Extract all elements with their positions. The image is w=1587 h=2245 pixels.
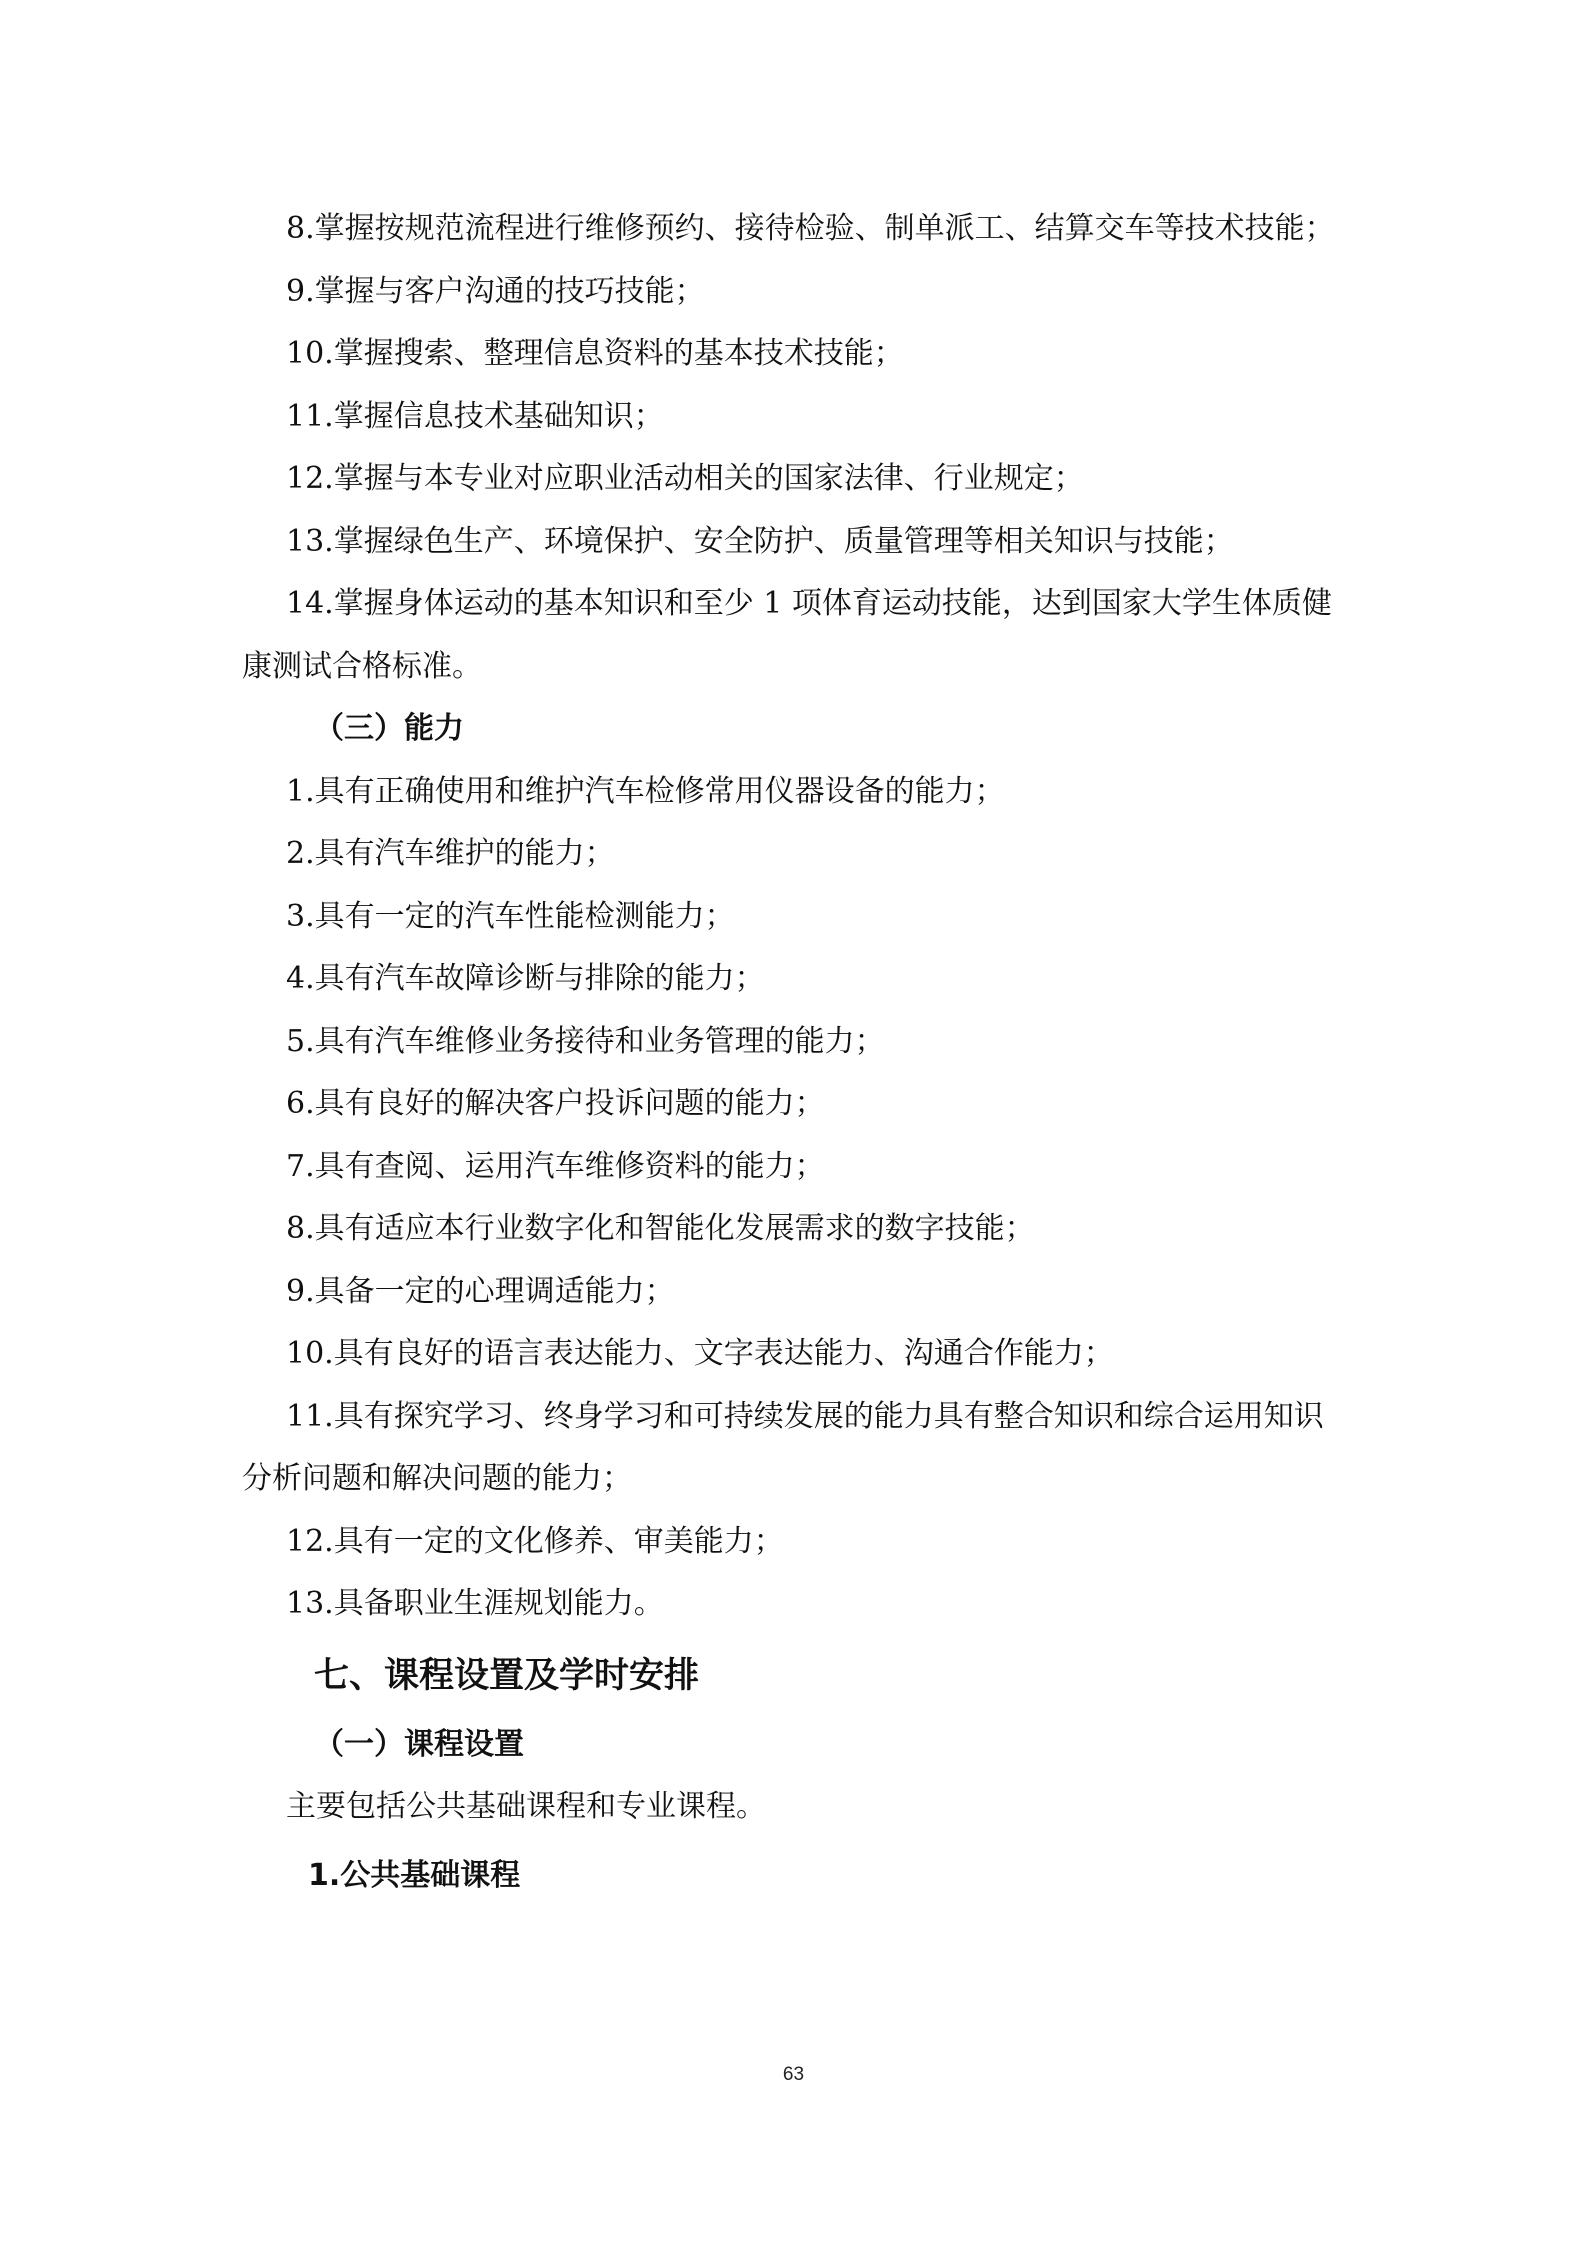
page-number: 63 xyxy=(782,2064,805,2085)
ability-item-2: 2.具有汽车维护的能力； xyxy=(286,836,615,871)
page-content xyxy=(242,198,1352,1907)
ability-item-8: 8.具有适应本行业数字化和智能化发展需求的数字技能； xyxy=(286,1211,1035,1246)
ability-item-5: 5.具有汽车维修业务接待和业务管理的能力； xyxy=(286,1023,885,1059)
ability-item-12: 12.具有一定的文化修养、审美能力； xyxy=(286,1523,784,1559)
skill-item-9: 9.掌握与客户沟通的技巧技能； xyxy=(286,273,705,309)
subsection-title: （一）课程设置 xyxy=(314,1726,524,1762)
subsubsection-title: 1.公共基础课程 xyxy=(308,1857,521,1893)
skill-item-12: 12.掌握与本专业对应职业活动相关的国家法律、行业规定； xyxy=(286,461,1084,496)
skill-item-10: 10.掌握搜索、整理信息资料的基本技术技能； xyxy=(286,336,904,371)
skill-item-13: 13.掌握绿色生产、环境保护、安全防护、质量管理等相关知识与技能； xyxy=(286,523,1234,559)
intro-text: 主要包括公共基础课程和专业课程。 xyxy=(286,1789,766,1824)
ability-item-4: 4.具有汽车故障诊断与排除的能力； xyxy=(286,961,765,996)
ability-item-11: 11.具有探究学习、终身学习和可持续发展的能力具有整合知识和综合运用知识分析问题和解决问题的能力； xyxy=(242,1398,1324,1496)
ability-heading: （三）能力 xyxy=(314,711,464,746)
ability-item-6: 6.具有良好的解决客户投诉问题的能力； xyxy=(286,1086,825,1121)
ability-item-13: 13.具备职业生涯规划能力。 xyxy=(286,1586,664,1621)
skill-item-8: 8.掌握按规范流程进行维修预约、接待检验、制单派工、结算交车等技术技能； xyxy=(286,211,1335,246)
section-title: 七、课程设置及学时安排 xyxy=(314,1655,700,1696)
ability-item-9: 9.具备一定的心理调适能力； xyxy=(286,1273,675,1309)
ability-item-3: 3.具有一定的汽车性能检测能力； xyxy=(286,898,735,934)
skill-item-11: 11.掌握信息技术基础知识； xyxy=(286,398,664,434)
ability-item-10: 10.具有良好的语言表达能力、文字表达能力、沟通合作能力； xyxy=(286,1336,1114,1371)
skill-item-14: 14.掌握身体运动的基本知识和至少 1 项体育运动技能，达到国家大学生体质健康测试合格标准。 xyxy=(242,586,1332,684)
ability-item-7: 7.具有查阅、运用汽车维修资料的能力； xyxy=(286,1148,825,1184)
ability-item-1: 1.具有正确使用和维护汽车检修常用仪器设备的能力； xyxy=(286,773,1005,809)
